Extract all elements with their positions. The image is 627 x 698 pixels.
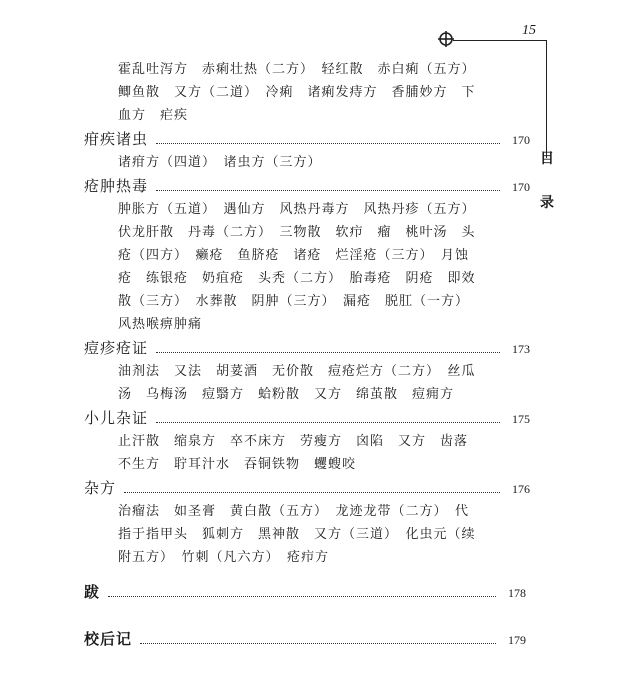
toc-section	[84, 174, 530, 336]
toc-section-continuation	[84, 58, 530, 127]
toc-section	[84, 406, 530, 476]
leader-dots	[108, 595, 496, 597]
toc-entry-page: 170	[512, 180, 530, 194]
toc-entry-page: 178	[508, 586, 526, 600]
side-label-mu: 目	[540, 151, 554, 167]
subentry-line: 肿胀方（五道） 遇仙方 风热丹毒方 风热丹疹（五方）	[118, 202, 476, 217]
subentry-line: 霍乱吐泻方 赤痢壮热（二方） 轻红散 赤白痢（五方）	[118, 62, 476, 77]
subentry-line: 血方 疟疾	[118, 108, 189, 123]
subentry-line: 疮（四方） 癞疮 鱼脐疮 诸疮 烂淫疮（三方） 月蚀	[118, 248, 470, 263]
ornament-icon	[437, 30, 455, 48]
toc-entry-page: 173	[512, 342, 530, 356]
toc-entry[interactable]	[84, 406, 530, 430]
toc-section	[84, 127, 530, 174]
subentry-line: 疮 练银疮 奶疽疮 头秃（二方） 胎毒疮 阴疮 即效	[118, 271, 476, 286]
subentry-line: 止汗散 缩泉方 卒不床方 劳瘦方 囟陷 又方 齿落	[118, 434, 469, 449]
leader-dots	[140, 642, 496, 644]
table-of-contents	[84, 58, 530, 569]
toc-entry-page: 175	[512, 412, 530, 426]
toc-subentries	[84, 430, 498, 476]
toc-entry[interactable]	[84, 174, 530, 198]
page-number: 15	[522, 23, 536, 38]
side-rule	[546, 40, 547, 158]
toc-entry-title: 小儿杂证	[84, 409, 149, 427]
subentry-line: 散（三方） 水葬散 阴肿（三方） 漏疮 脱肛（一方）	[118, 294, 470, 309]
toc-entry-title: 跋	[84, 583, 101, 601]
toc-subentries	[84, 360, 498, 406]
leader-dots	[124, 491, 500, 493]
toc-entry[interactable]	[84, 127, 530, 151]
toc-entry-page: 170	[512, 133, 530, 147]
toc-section	[84, 476, 530, 569]
subentry-line: 汤 乌梅汤 痘翳方 蛤粉散 又方 绵茧散 痘痈方	[118, 387, 455, 402]
toc-entry-title: 杂方	[84, 479, 117, 497]
toc-entry-title: 校后记	[84, 630, 133, 648]
subentry-line: 油剂法 又法 胡荽酒 无价散 痘疮烂方（二方） 丝瓜	[118, 364, 476, 379]
toc-entry-postscript[interactable]	[84, 580, 526, 604]
toc-entry-page: 176	[512, 482, 530, 496]
subentry-line: 指于指甲头 狐刺方 黑神散 又方（三道） 化虫元（续	[118, 527, 476, 542]
toc-entry[interactable]	[84, 336, 530, 360]
toc-subentries	[84, 198, 498, 336]
toc-entry-title: 疮肿热毒	[84, 177, 149, 195]
toc-entry-title: 疳疾诸虫	[84, 130, 149, 148]
toc-section	[84, 336, 530, 406]
leader-dots	[156, 142, 500, 144]
subentry-line: 不生方 聍耳汁水 吞铜铁物 蠼螋咬	[118, 457, 357, 472]
toc-subentries	[84, 58, 498, 127]
leader-dots	[156, 189, 500, 191]
toc-entry-afterword[interactable]	[84, 627, 526, 651]
subentry-line: 附五方） 竹刺（凡六方） 疮疖方	[118, 550, 330, 565]
toc-entry-title: 痘疹疮证	[84, 339, 149, 357]
toc-subentries	[84, 151, 498, 174]
subentry-line: 治瘤法 如圣膏 黄白散（五方） 龙迹龙带（二方） 代	[118, 504, 470, 519]
leader-dots	[156, 421, 500, 423]
subentry-line: 诸疳方（四道） 诸虫方（三方）	[118, 155, 322, 170]
header-rule	[453, 40, 546, 41]
subentry-line: 风热喉痹肿痛	[118, 317, 203, 332]
toc-subentries	[84, 500, 498, 569]
subentry-line: 伏龙肝散 丹毒（二方） 三物散 软疖 瘤 桃叶汤 头	[118, 225, 476, 240]
side-label-lu: 录	[540, 195, 554, 211]
leader-dots	[156, 351, 500, 353]
subentry-line: 鲫鱼散 又方（二道） 冷痢 诸痢发痔方 香脯妙方 下	[118, 85, 476, 100]
toc-entry[interactable]	[84, 476, 530, 500]
toc-entry-page: 179	[508, 633, 526, 647]
